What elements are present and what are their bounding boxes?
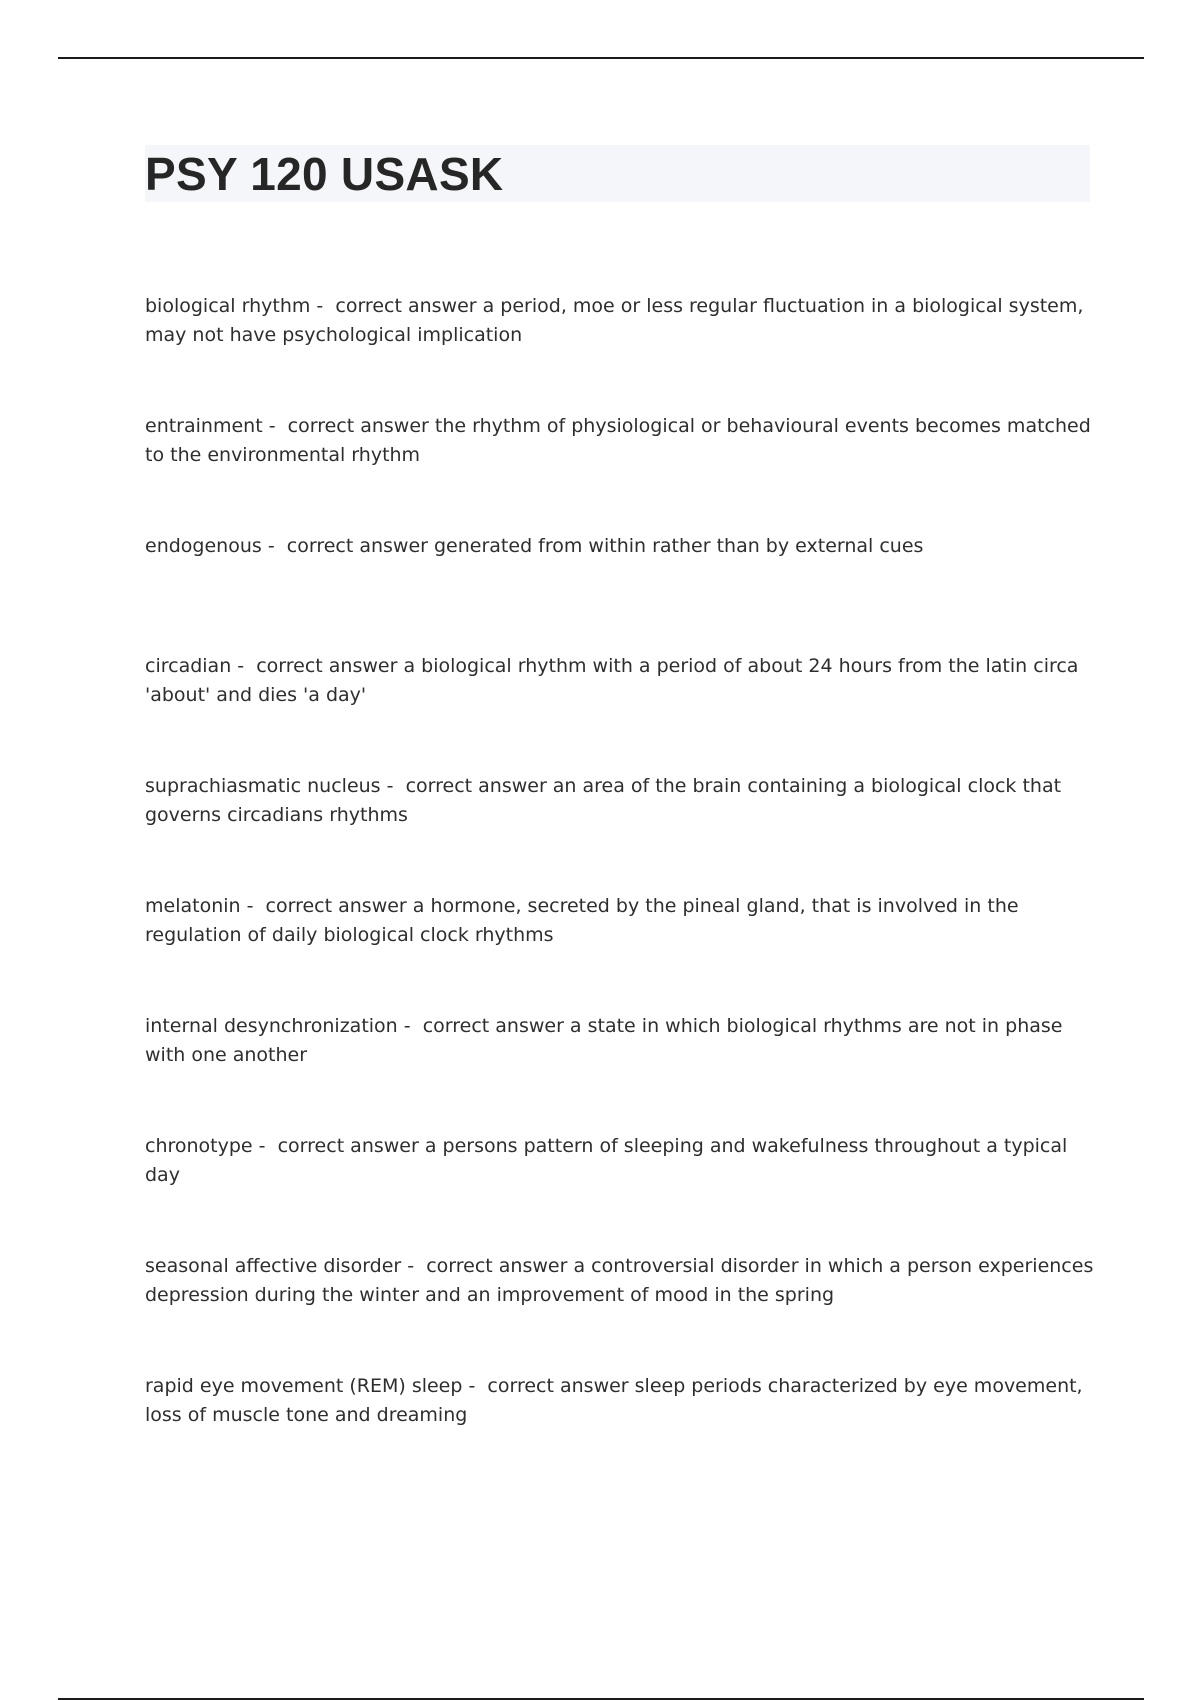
entry-separator: - <box>231 655 257 677</box>
entry-definition: correct answer a state in which biological rhythms are not in phase with one another <box>145 1015 1063 1066</box>
flashcard-entry <box>145 1372 1095 1432</box>
entry-term: entrainment <box>145 415 263 437</box>
flashcard-entry <box>145 652 1095 712</box>
flashcard-entry <box>145 892 1095 952</box>
entry-separator: - <box>252 1135 278 1157</box>
entry-definition: correct answer a hormone, secreted by the pineal gland, that is involved in the regulation of daily biological clock rhythms <box>145 895 1019 946</box>
flashcard-entry <box>145 532 1095 592</box>
entry-separator: - <box>380 775 406 797</box>
entry-separator: - <box>261 535 287 557</box>
entry-definition: correct answer the rhythm of physiological or behavioural events becomes matched to the environmental rhythm <box>145 415 1091 466</box>
flashcard-entry <box>145 1012 1095 1072</box>
entry-separator: - <box>262 415 288 437</box>
entry-separator: - <box>397 1015 423 1037</box>
entry-definition: correct answer an area of the brain containing a biological clock that governs circadians rhythms <box>145 775 1062 826</box>
entry-term: seasonal affective disorder <box>145 1255 402 1277</box>
flashcard-entry <box>145 772 1095 832</box>
entry-term: chronotype <box>145 1135 253 1157</box>
flashcard-entry <box>145 292 1095 352</box>
top-rule <box>58 57 1144 59</box>
entry-separator: - <box>401 1255 427 1277</box>
document-title: PSY 120 USASK <box>145 148 504 200</box>
entry-term: melatonin <box>145 895 241 917</box>
entry-term: circadian <box>145 655 232 677</box>
entry-definition: correct answer a period, moe or less regular fluctuation in a biological system, may not have psychological implication <box>145 295 1084 346</box>
entry-term: endogenous <box>145 535 262 557</box>
flashcard-list <box>145 292 1095 1492</box>
entry-separator: - <box>310 295 336 317</box>
entry-definition: correct answer a biological rhythm with a period of about 24 hours from the latin circa 'about' and dies 'a day' <box>145 655 1079 706</box>
flashcard-entry <box>145 1252 1095 1312</box>
entry-term: suprachiasmatic nucleus <box>145 775 381 797</box>
entry-definition: correct answer a controversial disorder in which a person experiences depression during the winter and an improvement of mood in the spring <box>145 1255 1094 1306</box>
entry-separator: - <box>240 895 266 917</box>
entry-definition: correct answer sleep periods characterized by eye movement, loss of muscle tone and dreaming <box>145 1375 1083 1426</box>
flashcard-entry <box>145 412 1095 472</box>
entry-term: biological rhythm <box>145 295 311 317</box>
entry-separator: - <box>462 1375 488 1397</box>
entry-definition: correct answer a persons pattern of sleeping and wakefulness throughout a typical day <box>145 1135 1068 1186</box>
entry-term: rapid eye movement (REM) sleep <box>145 1375 463 1397</box>
flashcard-entry <box>145 1132 1095 1192</box>
entry-term: internal desynchronization <box>145 1015 398 1037</box>
entry-definition: correct answer generated from within rather than by external cues <box>286 535 924 557</box>
